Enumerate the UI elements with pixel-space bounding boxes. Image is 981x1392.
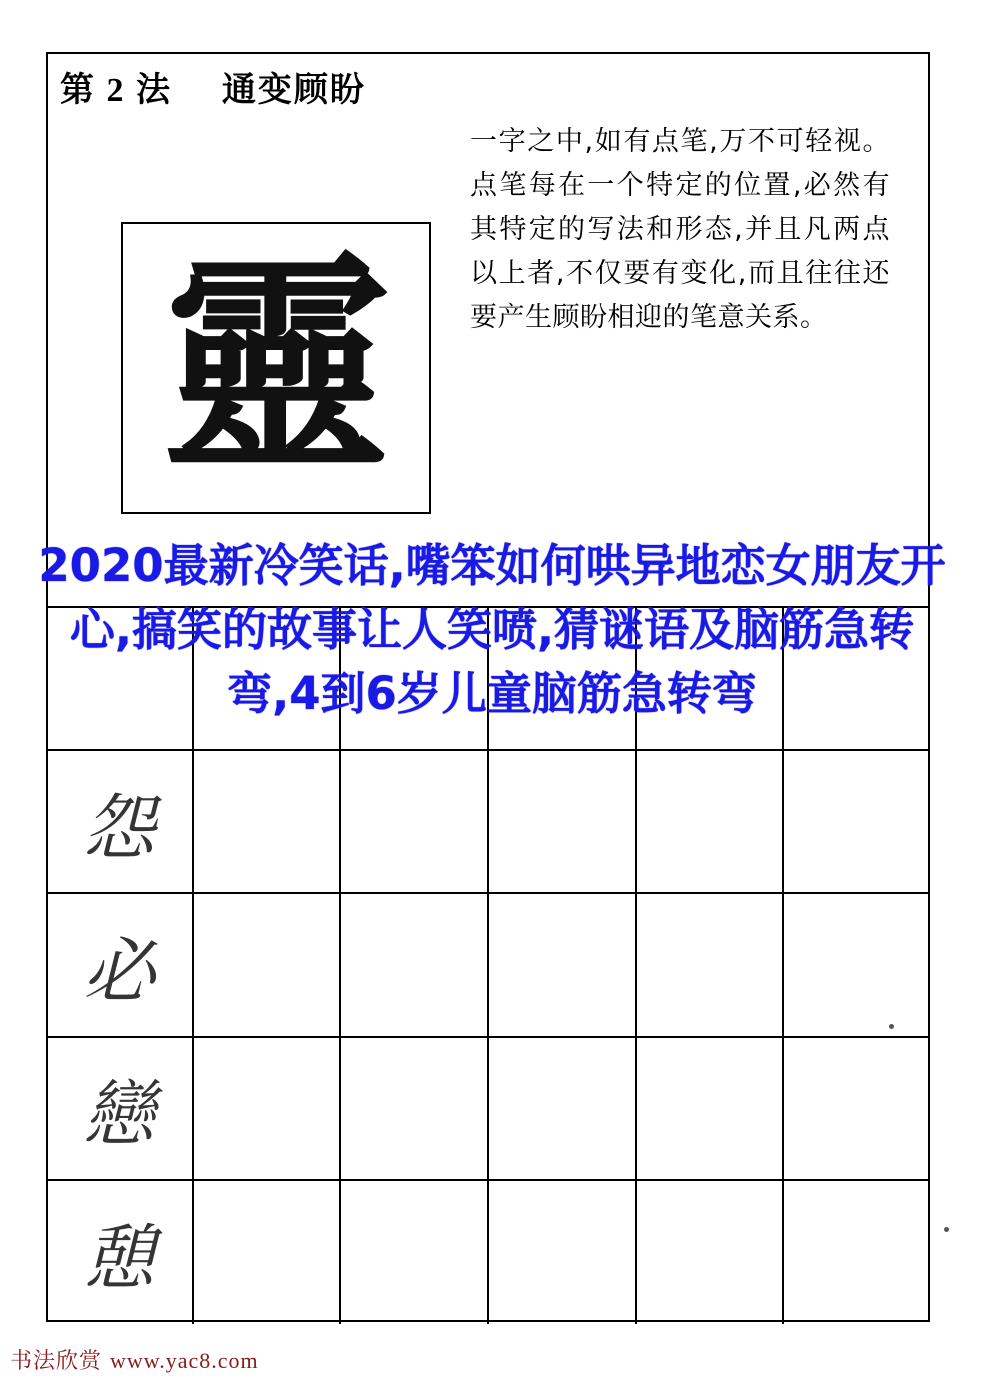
grid-cell [784, 1181, 930, 1324]
grid-cell [784, 1038, 930, 1179]
overlay-headline: 2020最新冷笑话,嘴笨如何哄异地恋女朋友开心,搞笑的故事让人笑喷,猜谜语及脑筋急转弯,4到6岁儿童脑筋急转弯 [38, 539, 946, 720]
grid-cell-glyph [194, 751, 340, 892]
method-heading [60, 62, 366, 111]
example-character-box [121, 222, 431, 514]
grid-cell [46, 751, 194, 892]
grid-cell [341, 1038, 489, 1179]
grid-cell-glyph [489, 751, 635, 892]
grid-cell-glyph [194, 1181, 340, 1324]
grid-cell [194, 1038, 342, 1179]
grid-cell-glyph [341, 751, 487, 892]
grid-cell [784, 894, 930, 1035]
grid-cell [341, 1181, 489, 1324]
grid-cell [784, 751, 930, 892]
grid-cell-glyph: 怨 [82, 785, 155, 870]
grid-cell [637, 1181, 785, 1324]
grid-cell-glyph [637, 751, 783, 892]
grid-cell [194, 751, 342, 892]
ink-speck [944, 1227, 949, 1232]
grid-cell [489, 751, 637, 892]
grid-cell [341, 751, 489, 892]
grid-cell-glyph: 戀 [82, 1072, 155, 1157]
grid-cell-glyph [784, 1038, 930, 1179]
grid-cell [637, 894, 785, 1035]
grid-cell-glyph [489, 1038, 635, 1179]
grid-cell [194, 1181, 342, 1324]
table-row [46, 751, 930, 894]
grid-cell [637, 1038, 785, 1179]
grid-cell-glyph [341, 1038, 487, 1179]
grid-cell-glyph [784, 751, 930, 892]
method-explanation: 一字之中,如有点笔,万不可轻视。点笔每在一个特定的位置,必然有其特定的写法和形态,并且凡两点以上者,不仅要有变化,而且往往还要产生顾盼相迎的笔意关系。 [470, 126, 890, 333]
method-name: 通变顾盼 [221, 70, 366, 110]
watermark-label: 书法欣赏 [10, 1349, 103, 1374]
grid-cell-glyph [341, 894, 487, 1035]
grid-cell-glyph: 憩 [82, 1216, 155, 1301]
grid-cell [46, 1038, 194, 1179]
grid-cell [637, 751, 785, 892]
grid-cell [46, 894, 194, 1035]
grid-cell-glyph [489, 894, 635, 1035]
grid-cell [489, 1181, 637, 1324]
grid-cell-glyph [784, 1181, 930, 1324]
table-row [46, 1038, 930, 1181]
grid-cell-glyph [194, 894, 340, 1035]
grid-cell-glyph [637, 1181, 783, 1324]
grid-cell [341, 894, 489, 1035]
grid-cell-glyph [489, 1181, 635, 1324]
site-watermark [10, 1344, 259, 1375]
method-number: 第 2 法 [60, 72, 172, 109]
grid-cell [46, 1181, 194, 1324]
example-character-glyph: 靈 [160, 234, 391, 501]
grid-cell [489, 894, 637, 1035]
grid-cell-glyph: 必 [82, 928, 155, 1013]
grid-cell-glyph [637, 894, 783, 1035]
table-row [46, 894, 930, 1037]
grid-cell-glyph [194, 1038, 340, 1179]
grid-cell [194, 894, 342, 1035]
grid-cell-glyph [637, 1038, 783, 1179]
ink-speck [889, 1024, 894, 1029]
grid-cell-glyph [784, 894, 930, 1035]
watermark-url: www.yac8.com [110, 1348, 259, 1373]
grid-cell [489, 1038, 637, 1179]
grid-cell-glyph [341, 1181, 487, 1324]
table-row [46, 1181, 930, 1324]
